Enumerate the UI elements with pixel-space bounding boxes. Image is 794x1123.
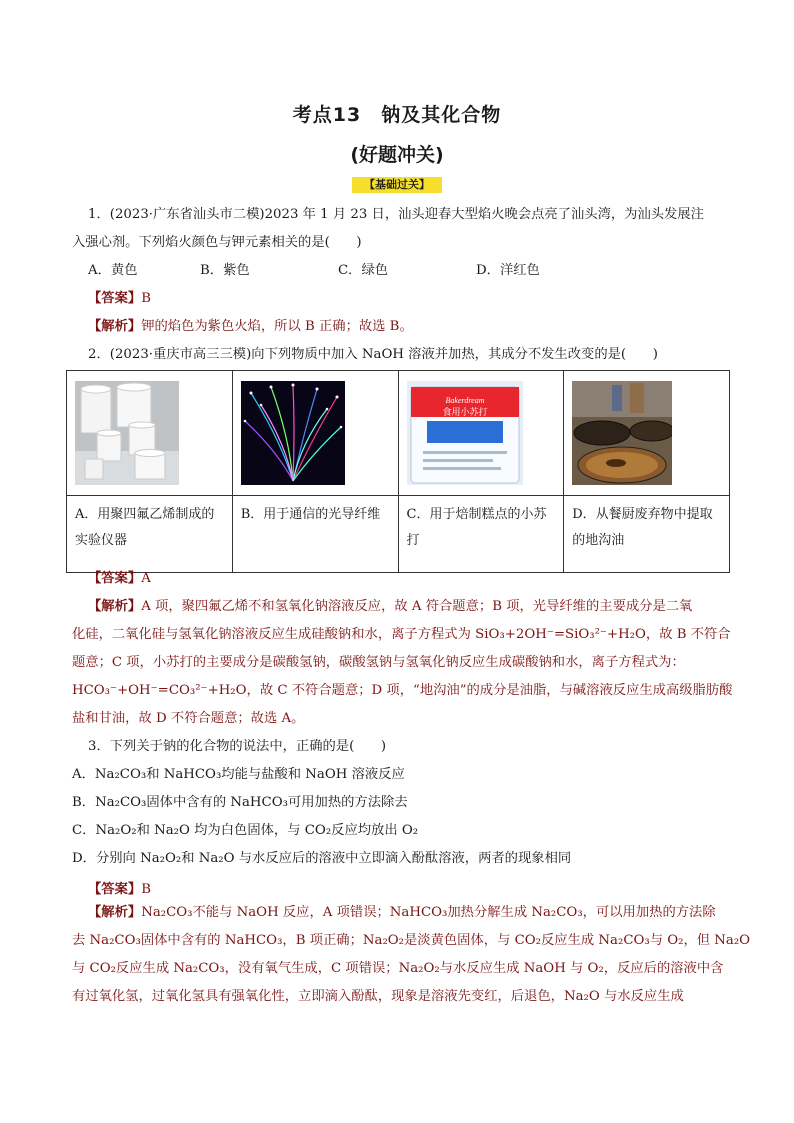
q1-stem-line2: 入强心剂。下列焰火颜色与钾元素相关的是( ) (72, 235, 362, 250)
ptfe-labware-image (75, 381, 179, 485)
q2-answer (88, 569, 151, 589)
answer-value: B (141, 291, 151, 306)
analysis-text: Na₂CO₃不能与 NaOH 反应，A 项错误；NaHCO₃加热分解生成 Na₂CO₃，可以用加热的方法除 (141, 905, 716, 920)
q3-analysis-line3: 与 CO₂反应生成 Na₂CO₃，没有氧气生成，C 项错误；Na₂O₂与水反应生成 NaOH 与 O₂，反应后的溶液中含 (72, 961, 724, 976)
package-text: 食用小苏打 (441, 407, 488, 417)
optical-fiber-image (241, 381, 345, 485)
q3-option-d: D．分别向 Na₂O₂和 Na₂O 与水反应后的溶液中立即滴入酚酞溶液，两者的现象相同 (72, 851, 572, 866)
q2-analysis-line3: 题意；C 项，小苏打的主要成分是碳酸氢钠，碳酸氢钠与氢氧化钠反应生成碳酸钠和水，离子方程式为： (72, 655, 685, 670)
gutter-oil-image (572, 381, 672, 485)
q3-analysis-line2: 去 Na₂CO₃固体中含有的 NaHCO₃，B 项正确；Na₂O₂是淡黄色固体，与 CO₂反应生成 Na₂CO₃与 O₂，但 Na₂O (72, 933, 751, 948)
page-title: 考点13 钠及其化合物 (292, 104, 502, 126)
answer-tag: 【答案】 (88, 291, 142, 306)
q3-analysis-line4: 有过氧化氢，过氧化氢具有强氧化性，立即滴入酚酞，现象是溶液先变红，后退色，Na₂O 与水反应生成 (72, 989, 684, 1004)
q2-image-cell-b (232, 371, 398, 496)
answer-tag: 【答案】 (88, 882, 142, 897)
q2-image-cell-c (398, 371, 564, 496)
section-badge: 【基础过关】 (352, 177, 442, 193)
q1-option-a: A．黄色 (88, 263, 138, 278)
analysis-tag: 【解析】 (88, 905, 142, 920)
q3-analysis-line1 (88, 903, 716, 923)
q2-analysis-line5: 盐和甘油，故 D 不符合题意；故选 A。 (72, 711, 305, 726)
q2-option-c: C．用于焙制糕点的小苏打 (398, 496, 564, 573)
q2-analysis-line4: HCO₃⁻+OH⁻=CO₃²⁻+H₂O，故 C 不符合题意；D 项，“地沟油”的成分是油脂，与碱溶液反应生成高级脂肪酸 (72, 683, 733, 698)
q2-options-table (66, 370, 730, 573)
q2-analysis-line1 (88, 597, 692, 617)
q1-stem-line1: 1．(2023·广东省汕头市二模)2023 年 1 月 23 日，汕头迎春大型焰火晚会点亮了汕头湾，为汕头发展注 (88, 207, 704, 222)
q3-option-a: A．Na₂CO₃和 NaHCO₃均能与盐酸和 NaOH 溶液反应 (72, 767, 405, 782)
q2-stem: 2．(2023·重庆市高三三模)向下列物质中加入 NaOH 溶液并加热，其成分不发生改变的是( ) (88, 347, 658, 362)
baking-soda-package-image (407, 381, 523, 485)
analysis-text: A 项，聚四氟乙烯不和氢氧化钠溶液反应，故 A 符合题意；B 项，光导纤维的主要成分是二氧 (141, 599, 693, 614)
analysis-tag: 【解析】 (88, 599, 142, 614)
answer-tag: 【答案】 (88, 571, 142, 586)
answer-value: A (141, 571, 151, 586)
q3-option-b: B．Na₂CO₃固体中含有的 NaHCO₃可用加热的方法除去 (72, 795, 408, 810)
q2-option-a: A．用聚四氟乙烯制成的实验仪器 (67, 496, 233, 573)
q2-option-b: B．用于通信的光导纤维 (232, 496, 398, 573)
q3-answer (88, 880, 151, 900)
analysis-text: 钾的焰色为紫色火焰，所以 B 正确；故选 B。 (141, 319, 413, 334)
page-subtitle: (好题冲关) (350, 144, 444, 166)
q1-analysis (88, 317, 413, 337)
q3-option-c: C．Na₂O₂和 Na₂O 均为白色固体，与 CO₂反应均放出 O₂ (72, 823, 419, 838)
q3-stem: 3．下列关于钠的化合物的说法中，正确的是( ) (88, 739, 387, 754)
package-brand: Bakerdream (445, 396, 484, 405)
q2-option-d: D．从餐厨废弃物中提取的地沟油 (564, 496, 730, 573)
analysis-tag: 【解析】 (88, 319, 142, 334)
q2-analysis-line2: 化硅，二氧化硅与氢氧化钠溶液反应生成硅酸钠和水，离子方程式为 SiO₃+2OH⁻=SiO₃²⁻+H₂O，故 B 不符合 (72, 627, 731, 642)
q1-answer (88, 289, 151, 309)
answer-value: B (141, 882, 151, 897)
q2-image-cell-d (564, 371, 730, 496)
q1-option-d: D．洋红色 (476, 263, 540, 278)
q1-options (88, 261, 540, 281)
q1-option-c: C．绿色 (338, 263, 389, 278)
q2-image-cell-a (67, 371, 233, 496)
q1-option-b: B．紫色 (200, 263, 250, 278)
